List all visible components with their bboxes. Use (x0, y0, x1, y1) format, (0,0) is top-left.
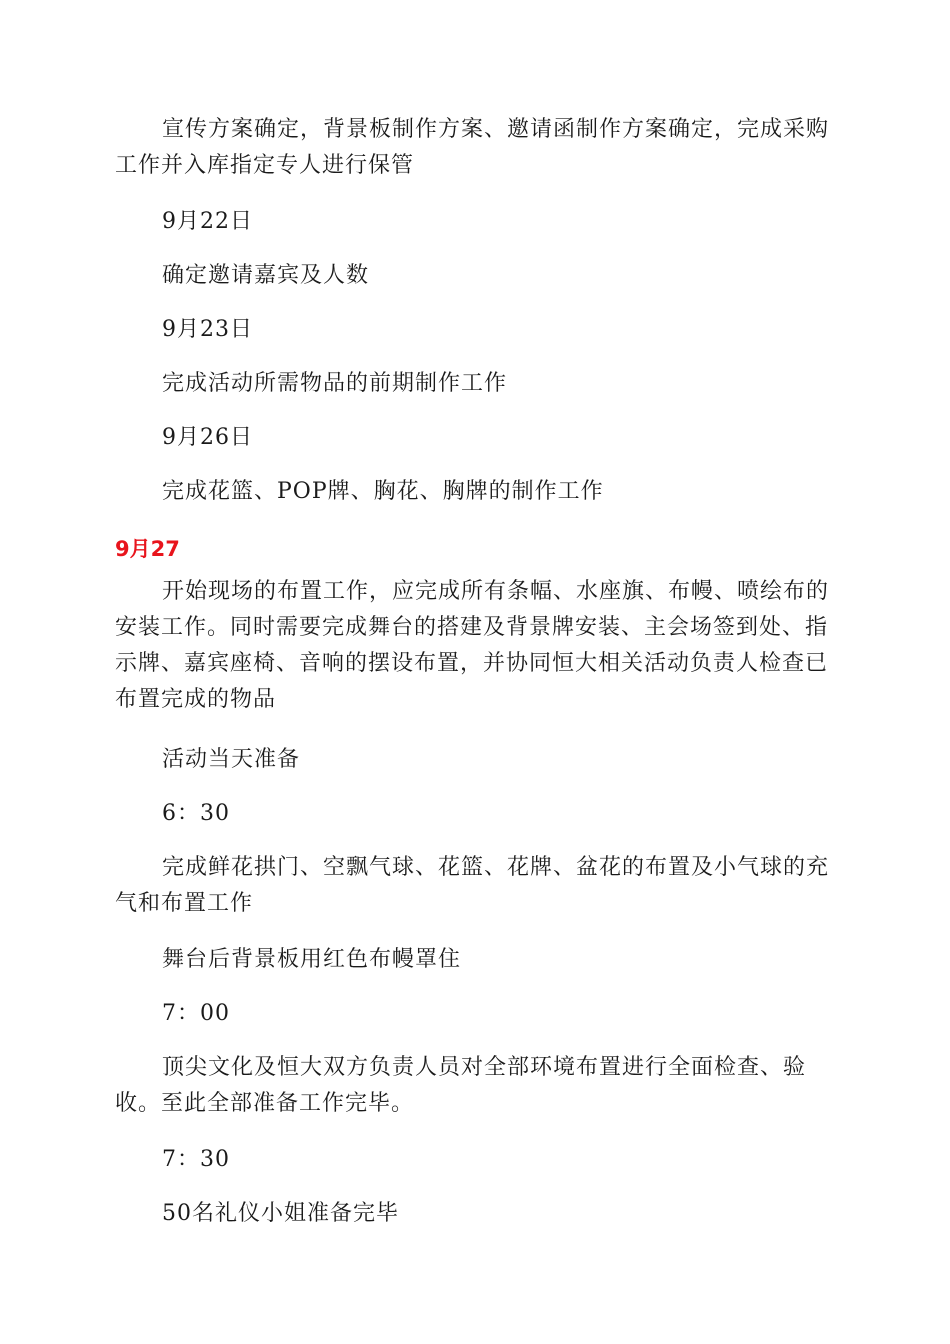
time-7-00: 7：00 (162, 1001, 230, 1026)
time-7-30: 7：30 (162, 1147, 230, 1172)
paragraph-onsite-setup: 开始现场的布置工作，应完成所有条幅、水座旗、布幔、喷绘布的安装工作。同时需要完成舞台的搭建及背景牌安装、主会场签到处、指示牌、嘉宾座椅、音响的摆设布置，并协同恒大相关活动负责人检查已布置完成的物品 (115, 579, 830, 712)
heading-sep-27: 9月27 (115, 537, 180, 561)
date-sep-26: 9月26日 (162, 425, 253, 450)
date-sep-23: 9月23日 (162, 317, 253, 342)
paragraph-publicity-plan: 宣传方案确定，背景板制作方案、邀请函制作方案确定，完成采购工作并入库指定专人进行保管 (115, 117, 830, 178)
time-6-30: 6：30 (162, 801, 230, 826)
date-sep-22: 9月22日 (162, 209, 253, 234)
section-event-day-prep: 活动当天准备 (162, 747, 301, 772)
paragraph-confirm-guests: 确定邀请嘉宾及人数 (162, 263, 370, 288)
paragraph-stage-backdrop-cover: 舞台后背景板用红色布幔罩住 (162, 947, 462, 972)
paragraph-flower-arch-setup: 完成鲜花拱门、空飘气球、花篮、花牌、盆花的布置及小气球的充气和布置工作 (115, 855, 830, 916)
paragraph-final-inspection: 顶尖文化及恒大双方负责人员对全部环境布置进行全面检查、验收。至此全部准备工作完毕。 (115, 1055, 807, 1116)
paragraph-preliminary-production: 完成活动所需物品的前期制作工作 (162, 371, 508, 396)
paragraph-flower-basket-production: 完成花篮、POP牌、胸花、胸牌的制作工作 (162, 479, 604, 504)
paragraph-etiquette-ready: 50名礼仪小姐准备完毕 (162, 1201, 399, 1226)
